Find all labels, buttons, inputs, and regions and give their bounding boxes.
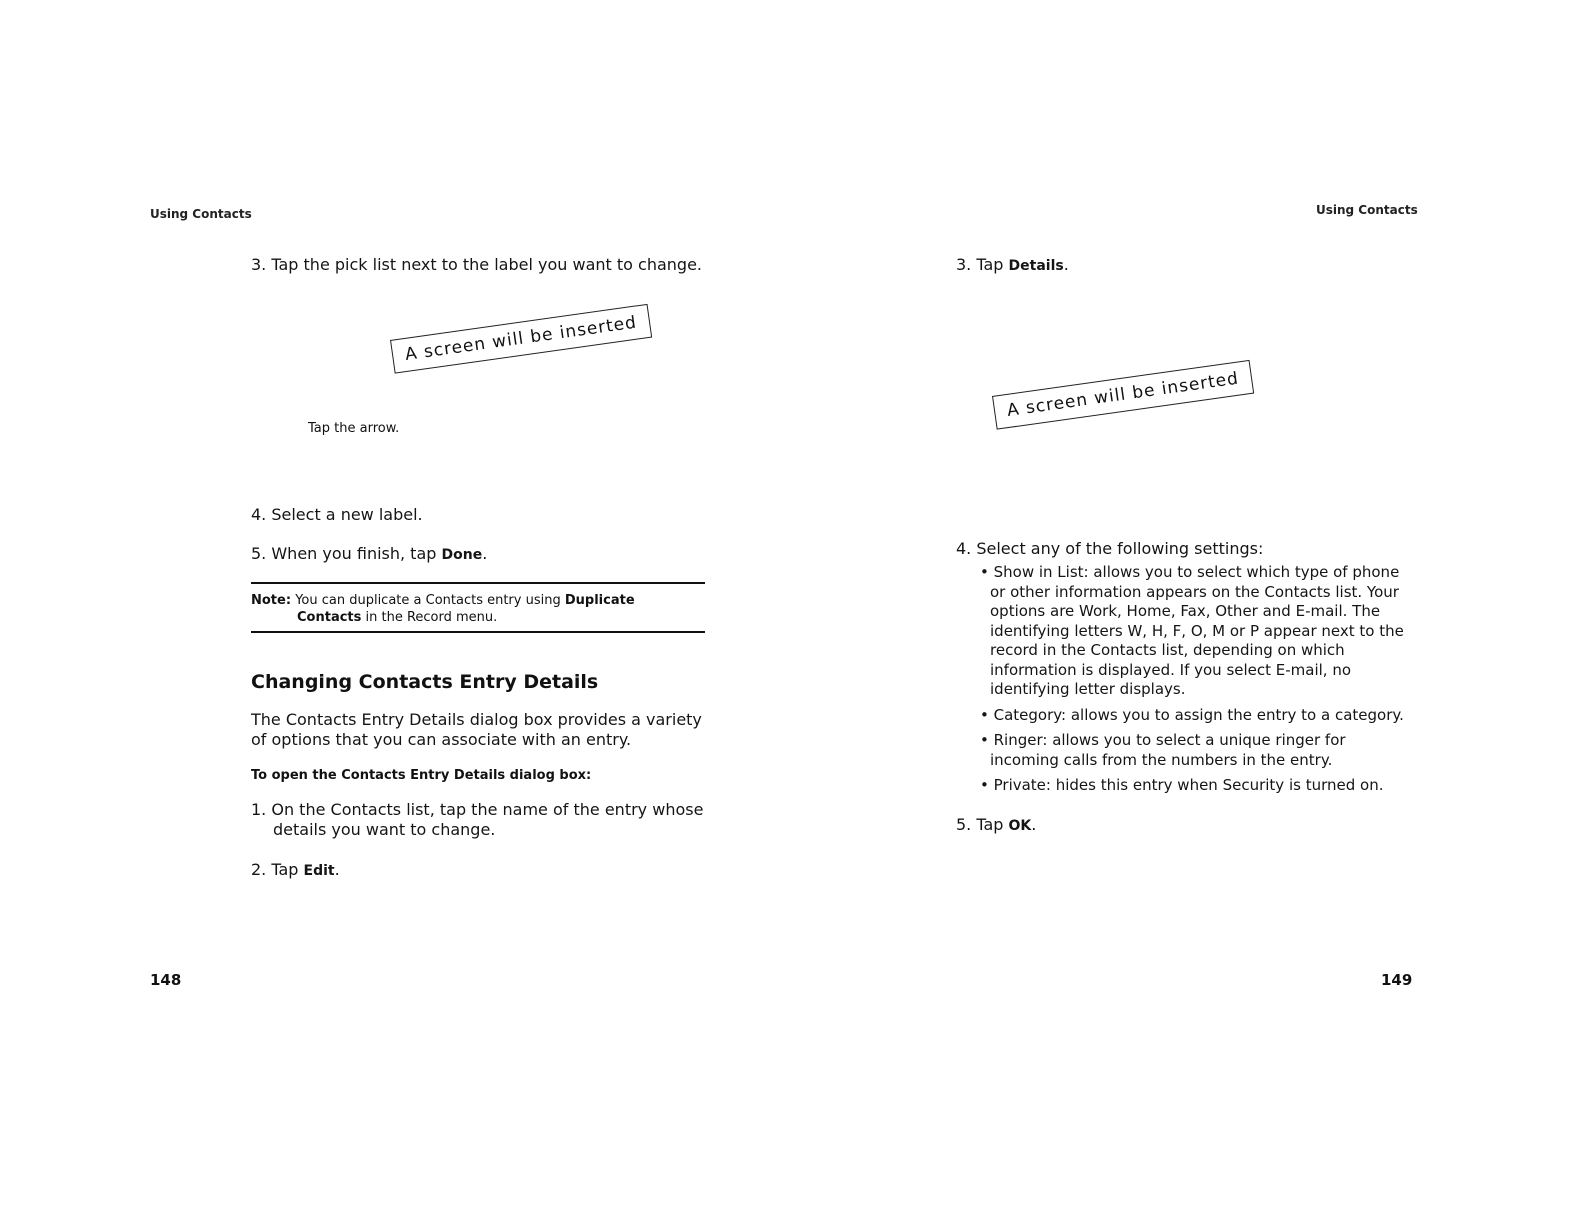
note-block	[251, 592, 635, 626]
right-step-3-suffix: .	[1063, 255, 1069, 274]
ok-keyword: OK	[1008, 818, 1032, 834]
bullet-line: options are Work, Home, Fax, Other and E-mail. The	[990, 602, 1381, 620]
section-title: Changing Contacts Entry Details	[251, 671, 599, 693]
right-step-5	[956, 815, 1036, 836]
intro-line-1: The Contacts Entry Details dialog box provides a variety	[251, 710, 702, 729]
bullet-private	[980, 776, 1410, 796]
left-step-3: 3. Tap the pick list next to the label you want to change.	[251, 255, 702, 274]
left-step-2	[251, 860, 340, 881]
settings-list	[980, 563, 1410, 796]
bullet-line: • Ringer: allows you to select a unique ringer for	[980, 731, 1346, 749]
note-text-2: in the Record menu.	[361, 610, 498, 625]
left-step-5	[251, 544, 487, 565]
left-running-head: Using Contacts	[150, 207, 252, 221]
right-step-3	[956, 255, 1069, 276]
left-page-number: 148	[150, 971, 182, 989]
note-top-rule	[251, 582, 705, 584]
procedure-title: To open the Contacts Entry Details dialog box:	[251, 768, 592, 783]
done-keyword: Done	[441, 547, 483, 563]
right-step-5-text: 5. Tap	[956, 815, 1009, 834]
note-label: Note:	[251, 593, 292, 608]
left-step-4: 4. Select a new label.	[251, 505, 423, 524]
bullet-line: identifying letter displays.	[990, 680, 1186, 698]
left-step-5-suffix: .	[482, 544, 488, 563]
bullet-line: • Category: allows you to assign the entry to a category.	[980, 705, 1404, 724]
left-step-2-text: 2. Tap	[251, 860, 304, 879]
right-step-4: 4. Select any of the following settings:	[956, 539, 1264, 558]
details-keyword: Details	[1008, 258, 1064, 274]
note-bottom-rule	[251, 631, 705, 633]
left-step-5-text: 5. When you finish, tap	[251, 544, 442, 563]
bullet-line: record in the Contacts list, depending on which	[990, 641, 1345, 659]
intro-paragraph	[251, 710, 702, 750]
edit-keyword: Edit	[303, 863, 335, 879]
left-screen-placeholder: A screen will be inserted	[390, 304, 652, 374]
right-step-3-text: 3. Tap	[956, 255, 1009, 274]
bullet-line: identifying letters W, H, F, O, M or P appear next to the	[990, 621, 1404, 640]
left-step-1-line-1: 1. On the Contacts list, tap the name of the entry whose	[251, 800, 704, 819]
bullet-line: • Show in List: allows you to select which type of phone	[980, 563, 1400, 581]
bullet-line: • Private: hides this entry when Security is turned on.	[980, 776, 1384, 794]
bullet-show-in-list	[980, 563, 1410, 700]
right-step-5-suffix: .	[1031, 815, 1037, 834]
right-page-number: 149	[1381, 971, 1413, 989]
bullet-line: or other information appears on the Contacts list. Your	[990, 582, 1399, 601]
note-bold-2: Contacts	[297, 610, 362, 625]
note-text-1: You can duplicate a Contacts entry using	[295, 593, 565, 608]
bullet-line: information is displayed. If you select E-mail, no	[990, 660, 1352, 679]
left-step-1-line-2: details you want to change.	[273, 820, 496, 839]
bullet-ringer	[980, 731, 1410, 770]
right-screen-placeholder: A screen will be inserted	[992, 360, 1254, 430]
bullet-line: incoming calls from the numbers in the entry.	[990, 750, 1333, 769]
bullet-category	[980, 706, 1410, 726]
right-running-head: Using Contacts	[1316, 203, 1418, 217]
left-step-2-suffix: .	[334, 860, 340, 879]
left-caption: Tap the arrow.	[308, 421, 400, 436]
left-step-1	[251, 800, 703, 840]
note-bold-1: Duplicate	[564, 593, 635, 608]
intro-line-2: of options that you can associate with an entry.	[251, 730, 632, 749]
